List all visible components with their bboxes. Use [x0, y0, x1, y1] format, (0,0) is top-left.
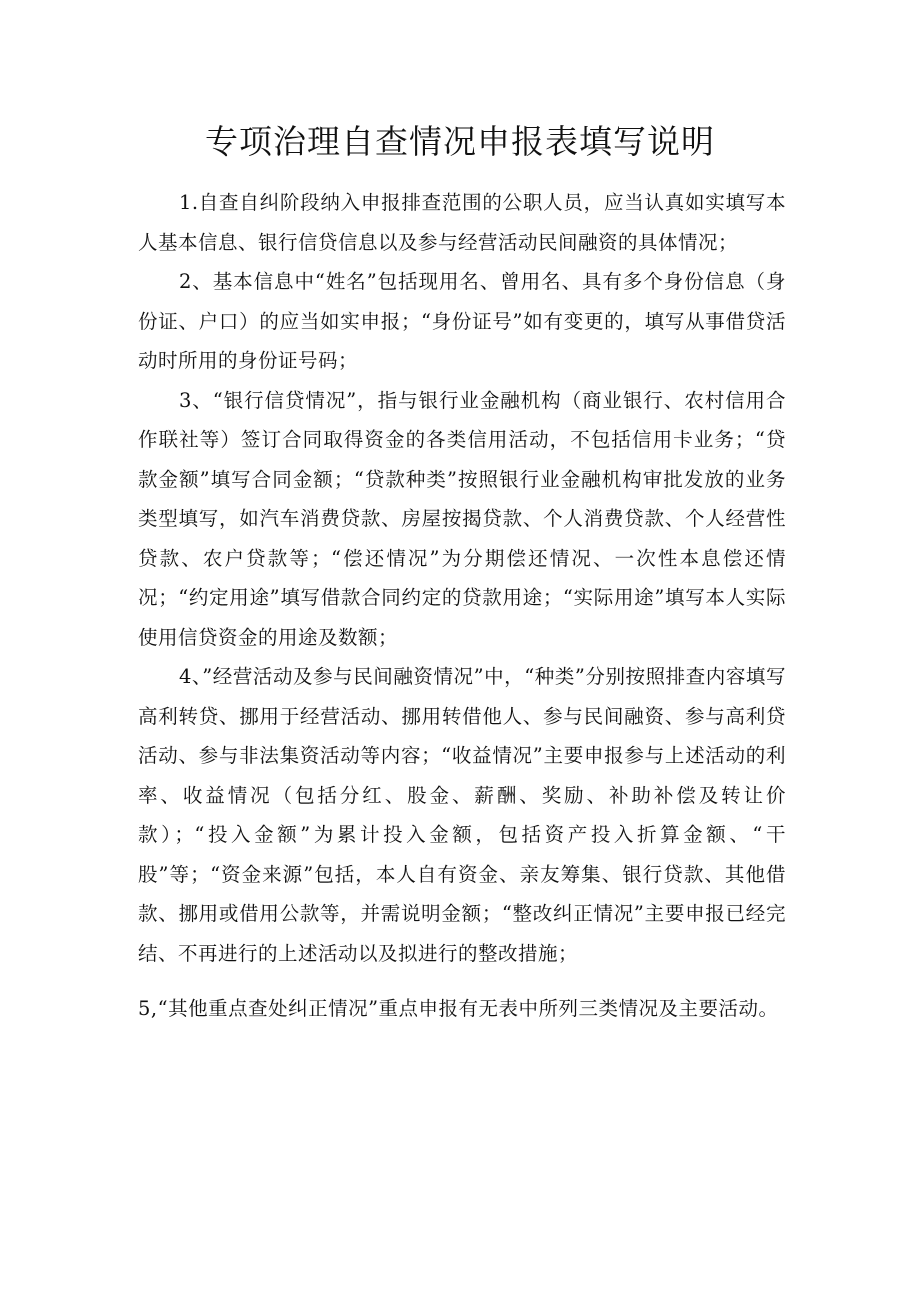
document-title: 专项治理自查情况申报表填写说明: [205, 122, 715, 161]
paragraph-1: 1.自查自纠阶段纳入申报排查范围的公职人员，应当认真如实填写本人基本信息、银行信贷信息以及参与经营活动民间融资的具体情况；: [138, 191, 786, 254]
document-body: [138, 183, 786, 1039]
paragraph-4: 4、”经营活动及参与民间融资情况”中，“种类”分别按照排查内容填写高利转贷、挪用于经营活动、挪用转借他人、参与民间融资、参与高利贷活动、参与非法集资活动等内容；“收益情况”主要申报参与上述活动的利率、收益情况（包括分红、股金、薪酬、奖励、补助补偿及转让价款）；“投入金额”为累计投入金额，包括资产投入折算金额、“干股”等；“资金来源”包括，本人自有资金、亲友筹集、银行贷款、其他借款、挪用或借用公款等，并需说明金额；“整改纠正情况”主要申报已经完结、不再进行的上述活动以及拟进行的整改措施；: [138, 665, 786, 965]
paragraph-5: 5,“其他重点查处纠正情况”重点申报有无表中所列三类情况及主要活动。: [138, 997, 779, 1020]
paragraph-2: 2、基本信息中“姓名”包括现用名、曾用名、具有多个身份信息（身份证、户口）的应当如实申报；“身份证号”如有变更的，填写从事借贷活动时所用的身份证号码；: [138, 270, 786, 372]
paragraph-3: 3、“银行信贷情况”，指与银行业金融机构（商业银行、农村信用合作联社等）签订合同取得资金的各类信用活动，不包括信用卡业务；“贷款金额”填写合同金额；“贷款种类”按照银行业金融机构审批发放的业务类型填写，如汽车消费贷款、房屋按揭贷款、个人消费贷款、个人经营性贷款、农户贷款等；“偿还情况”为分期偿还情况、一次性本息偿还情况；“约定用途”填写借款合同约定的贷款用途；“实际用途”填写本人实际使用信贷资金的用途及数额；: [138, 388, 786, 649]
